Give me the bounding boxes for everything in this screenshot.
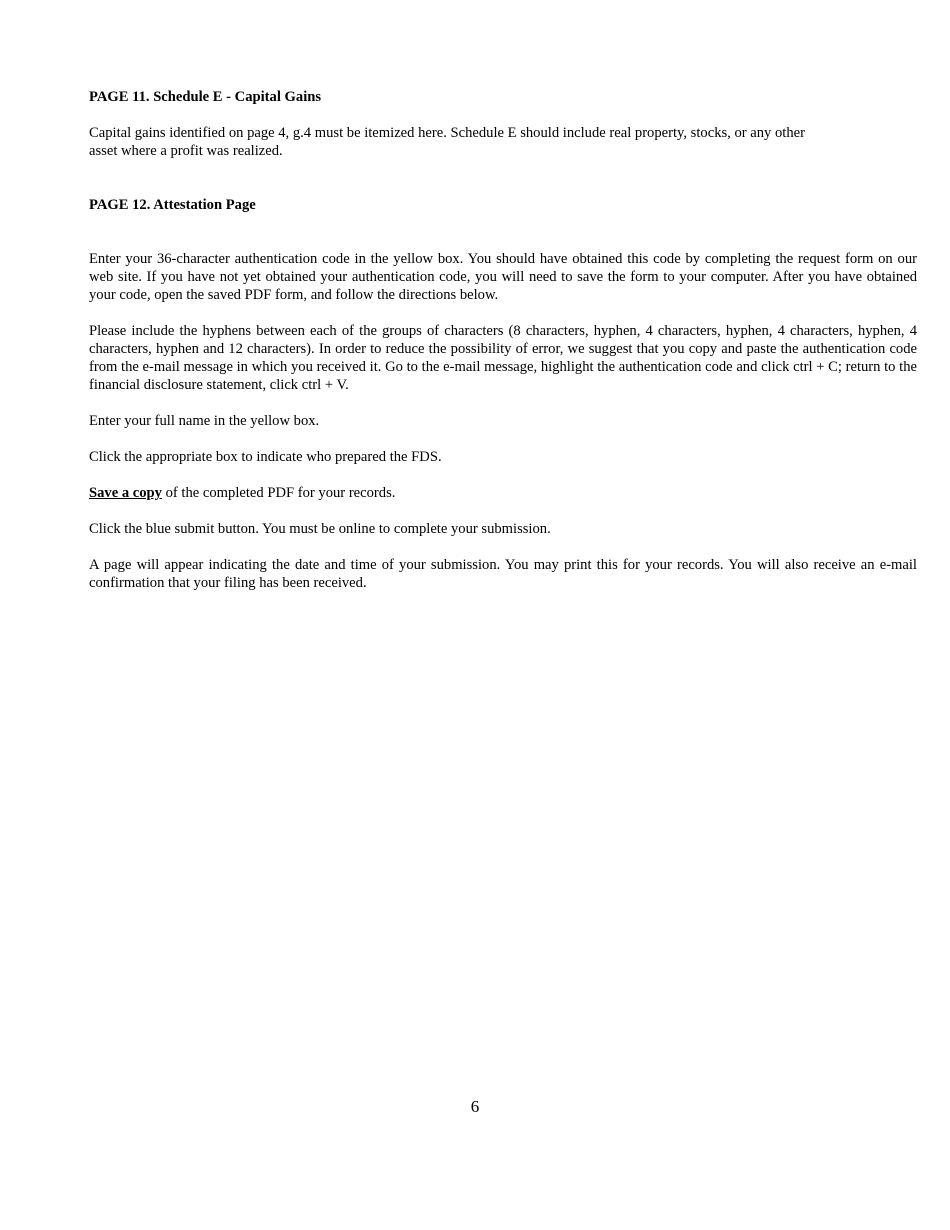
section-11-line-2: asset where a profit was realized. <box>89 143 283 159</box>
section-11-paragraph <box>89 124 917 160</box>
section-11-line-1: Capital gains identified on page 4, g.4 must be itemized here. Schedule E should include real property, stocks, or any other <box>89 125 805 141</box>
document-page <box>89 88 917 592</box>
submit-paragraph: Click the blue submit button. You must be online to complete your submission. <box>89 521 551 537</box>
save-copy-paragraph <box>89 484 917 502</box>
prepared-by-paragraph: Click the appropriate box to indicate who prepared the FDS. <box>89 449 442 465</box>
save-a-copy-link[interactable]: Save a copy <box>89 485 162 501</box>
confirmation-paragraph: A page will appear indicating the date and time of your submission. You may print this for your records. You will also receive an e-mail confirmation that your filing has been received. <box>89 557 917 591</box>
hyphens-paragraph: Please include the hyphens between each of the groups of characters (8 characters, hyphen, 4 characters, hyphen, 4 characters, hyphen, 4 characters, hyphen and 12 characters). In order to reduce the possibility of error, we suggest that you copy and paste the authentication code from the e-mail message in which you received it. Go to the e-mail message, highlight the authentication code and click ctrl + C; return to the financial disclosure statement, click ctrl + V. <box>89 323 917 393</box>
save-copy-rest: of the completed PDF for your records. <box>161 485 396 501</box>
full-name-paragraph: Enter your full name in the yellow box. <box>89 413 320 429</box>
page-number: 6 <box>470 1097 480 1116</box>
section-12-heading: PAGE 12. Attestation Page <box>89 197 256 213</box>
section-11-heading: PAGE 11. Schedule E - Capital Gains <box>89 89 322 105</box>
auth-code-paragraph: Enter your 36-character authentication code in the yellow box. You should have obtained this code by completing the request form on our web site. If you have not yet obtained your authentication code, you will need to save the form to your computer. After you have obtained your code, open the saved PDF form, and follow the directions below. <box>89 251 917 303</box>
